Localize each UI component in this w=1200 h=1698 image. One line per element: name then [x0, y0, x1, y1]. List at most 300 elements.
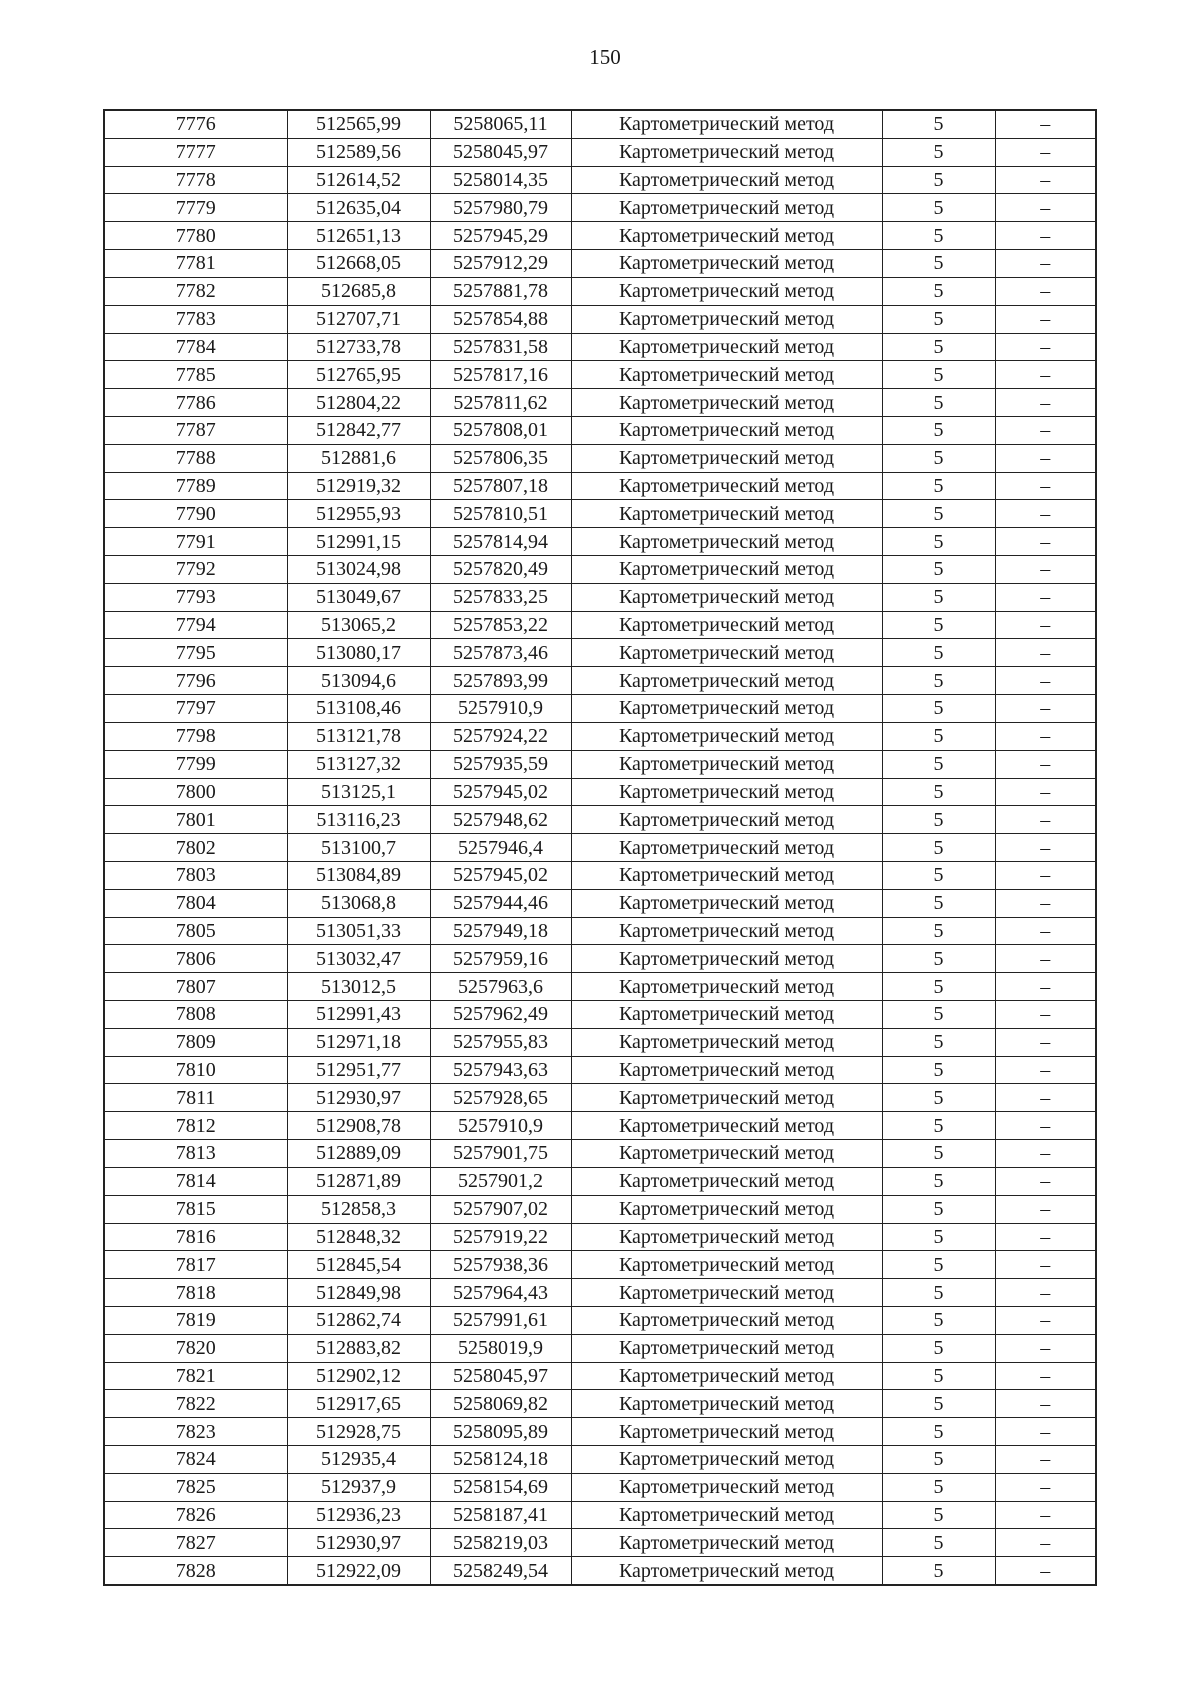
- table-row: [104, 416, 1096, 444]
- method-cell: Картометрический метод: [571, 250, 882, 278]
- method-cell: Картометрический метод: [571, 1001, 882, 1029]
- y-coordinate-cell: 5257944,46: [430, 889, 571, 917]
- description-cell: –: [995, 917, 1096, 945]
- table-row: [104, 250, 1096, 278]
- accuracy-cell: 5: [882, 389, 995, 417]
- method-cell: Картометрический метод: [571, 1557, 882, 1585]
- method-cell: Картометрический метод: [571, 973, 882, 1001]
- y-coordinate-cell: 5257901,75: [430, 1140, 571, 1168]
- point-number-cell: 7816: [104, 1223, 287, 1251]
- accuracy-cell: 5: [882, 250, 995, 278]
- table-row: [104, 583, 1096, 611]
- method-cell: Картометрический метод: [571, 528, 882, 556]
- x-coordinate-cell: 512707,71: [287, 305, 430, 333]
- point-number-cell: 7810: [104, 1056, 287, 1084]
- description-cell: –: [995, 305, 1096, 333]
- x-coordinate-cell: 512765,95: [287, 361, 430, 389]
- y-coordinate-cell: 5257808,01: [430, 416, 571, 444]
- y-coordinate-cell: 5257854,88: [430, 305, 571, 333]
- y-coordinate-cell: 5257928,65: [430, 1084, 571, 1112]
- description-cell: –: [995, 1279, 1096, 1307]
- x-coordinate-cell: 512651,13: [287, 222, 430, 250]
- y-coordinate-cell: 5257991,61: [430, 1306, 571, 1334]
- point-number-cell: 7828: [104, 1557, 287, 1585]
- table-row: [104, 889, 1096, 917]
- accuracy-cell: 5: [882, 361, 995, 389]
- point-number-cell: 7804: [104, 889, 287, 917]
- x-coordinate-cell: 512922,09: [287, 1557, 430, 1585]
- method-cell: Картометрический метод: [571, 945, 882, 973]
- description-cell: –: [995, 722, 1096, 750]
- x-coordinate-cell: 512930,97: [287, 1529, 430, 1557]
- x-coordinate-cell: 512919,32: [287, 472, 430, 500]
- method-cell: Картометрический метод: [571, 1056, 882, 1084]
- description-cell: –: [995, 1251, 1096, 1279]
- method-cell: Картометрический метод: [571, 1390, 882, 1418]
- table-row: [104, 1473, 1096, 1501]
- method-cell: Картометрический метод: [571, 1251, 882, 1279]
- method-cell: Картометрический метод: [571, 333, 882, 361]
- description-cell: –: [995, 500, 1096, 528]
- description-cell: –: [995, 222, 1096, 250]
- method-cell: Картометрический метод: [571, 1279, 882, 1307]
- description-cell: –: [995, 778, 1096, 806]
- table-row: [104, 639, 1096, 667]
- x-coordinate-cell: 513125,1: [287, 778, 430, 806]
- point-number-cell: 7791: [104, 528, 287, 556]
- method-cell: Картометрический метод: [571, 1529, 882, 1557]
- accuracy-cell: 5: [882, 166, 995, 194]
- table-row: [104, 861, 1096, 889]
- description-cell: –: [995, 277, 1096, 305]
- description-cell: –: [995, 1112, 1096, 1140]
- table-row: [104, 1084, 1096, 1112]
- x-coordinate-cell: 512902,12: [287, 1362, 430, 1390]
- point-number-cell: 7781: [104, 250, 287, 278]
- accuracy-cell: 5: [882, 695, 995, 723]
- point-number-cell: 7815: [104, 1195, 287, 1223]
- table-row: [104, 1446, 1096, 1474]
- x-coordinate-cell: 513068,8: [287, 889, 430, 917]
- table-row: [104, 778, 1096, 806]
- accuracy-cell: 5: [882, 778, 995, 806]
- accuracy-cell: 5: [882, 333, 995, 361]
- y-coordinate-cell: 5257919,22: [430, 1223, 571, 1251]
- x-coordinate-cell: 512871,89: [287, 1167, 430, 1195]
- point-number-cell: 7819: [104, 1306, 287, 1334]
- y-coordinate-cell: 5257881,78: [430, 277, 571, 305]
- description-cell: –: [995, 556, 1096, 584]
- table-row: [104, 1112, 1096, 1140]
- description-cell: –: [995, 945, 1096, 973]
- y-coordinate-cell: 5258219,03: [430, 1529, 571, 1557]
- method-cell: Картометрический метод: [571, 722, 882, 750]
- accuracy-cell: 5: [882, 1334, 995, 1362]
- y-coordinate-cell: 5258249,54: [430, 1557, 571, 1585]
- accuracy-cell: 5: [882, 110, 995, 138]
- y-coordinate-cell: 5257964,43: [430, 1279, 571, 1307]
- x-coordinate-cell: 512991,43: [287, 1001, 430, 1029]
- description-cell: –: [995, 806, 1096, 834]
- accuracy-cell: 5: [882, 1140, 995, 1168]
- description-cell: –: [995, 1306, 1096, 1334]
- point-number-cell: 7826: [104, 1501, 287, 1529]
- table-row: [104, 1140, 1096, 1168]
- description-cell: –: [995, 1167, 1096, 1195]
- description-cell: –: [995, 1056, 1096, 1084]
- y-coordinate-cell: 5257962,49: [430, 1001, 571, 1029]
- table-row: [104, 444, 1096, 472]
- method-cell: Картометрический метод: [571, 194, 882, 222]
- y-coordinate-cell: 5257831,58: [430, 333, 571, 361]
- table-row: [104, 528, 1096, 556]
- table-row: [104, 1390, 1096, 1418]
- table-row: [104, 1056, 1096, 1084]
- point-number-cell: 7787: [104, 416, 287, 444]
- x-coordinate-cell: 513100,7: [287, 834, 430, 862]
- accuracy-cell: 5: [882, 1195, 995, 1223]
- method-cell: Картометрический метод: [571, 1362, 882, 1390]
- y-coordinate-cell: 5257912,29: [430, 250, 571, 278]
- method-cell: Картометрический метод: [571, 222, 882, 250]
- table-row: [104, 806, 1096, 834]
- x-coordinate-cell: 512883,82: [287, 1334, 430, 1362]
- accuracy-cell: 5: [882, 1418, 995, 1446]
- point-number-cell: 7784: [104, 333, 287, 361]
- description-cell: –: [995, 1028, 1096, 1056]
- point-number-cell: 7789: [104, 472, 287, 500]
- x-coordinate-cell: 512889,09: [287, 1140, 430, 1168]
- point-number-cell: 7820: [104, 1334, 287, 1362]
- x-coordinate-cell: 513116,23: [287, 806, 430, 834]
- method-cell: Картометрический метод: [571, 472, 882, 500]
- x-coordinate-cell: 512614,52: [287, 166, 430, 194]
- point-number-cell: 7803: [104, 861, 287, 889]
- description-cell: –: [995, 639, 1096, 667]
- accuracy-cell: 5: [882, 1473, 995, 1501]
- accuracy-cell: 5: [882, 750, 995, 778]
- x-coordinate-cell: 512862,74: [287, 1306, 430, 1334]
- table-row: [104, 138, 1096, 166]
- description-cell: –: [995, 1418, 1096, 1446]
- description-cell: –: [995, 583, 1096, 611]
- y-coordinate-cell: 5257806,35: [430, 444, 571, 472]
- y-coordinate-cell: 5257938,36: [430, 1251, 571, 1279]
- description-cell: –: [995, 973, 1096, 1001]
- y-coordinate-cell: 5257910,9: [430, 1112, 571, 1140]
- description-cell: –: [995, 361, 1096, 389]
- point-number-cell: 7792: [104, 556, 287, 584]
- accuracy-cell: 5: [882, 1279, 995, 1307]
- description-cell: –: [995, 750, 1096, 778]
- description-cell: –: [995, 1557, 1096, 1585]
- accuracy-cell: 5: [882, 1084, 995, 1112]
- table-row: [104, 945, 1096, 973]
- point-number-cell: 7796: [104, 667, 287, 695]
- accuracy-cell: 5: [882, 1167, 995, 1195]
- x-coordinate-cell: 512804,22: [287, 389, 430, 417]
- method-cell: Картометрический метод: [571, 750, 882, 778]
- point-number-cell: 7779: [104, 194, 287, 222]
- x-coordinate-cell: 513049,67: [287, 583, 430, 611]
- y-coordinate-cell: 5257963,6: [430, 973, 571, 1001]
- description-cell: –: [995, 472, 1096, 500]
- point-number-cell: 7802: [104, 834, 287, 862]
- table-row: [104, 166, 1096, 194]
- x-coordinate-cell: 512842,77: [287, 416, 430, 444]
- x-coordinate-cell: 512971,18: [287, 1028, 430, 1056]
- method-cell: Картометрический метод: [571, 639, 882, 667]
- y-coordinate-cell: 5257873,46: [430, 639, 571, 667]
- y-coordinate-cell: 5257949,18: [430, 917, 571, 945]
- point-number-cell: 7824: [104, 1446, 287, 1474]
- y-coordinate-cell: 5258019,9: [430, 1334, 571, 1362]
- method-cell: Картометрический метод: [571, 861, 882, 889]
- method-cell: Картометрический метод: [571, 389, 882, 417]
- point-number-cell: 7790: [104, 500, 287, 528]
- y-coordinate-cell: 5257817,16: [430, 361, 571, 389]
- point-number-cell: 7827: [104, 1529, 287, 1557]
- description-cell: –: [995, 333, 1096, 361]
- description-cell: –: [995, 1084, 1096, 1112]
- accuracy-cell: 5: [882, 416, 995, 444]
- accuracy-cell: 5: [882, 917, 995, 945]
- y-coordinate-cell: 5257810,51: [430, 500, 571, 528]
- method-cell: Картометрический метод: [571, 806, 882, 834]
- point-number-cell: 7821: [104, 1362, 287, 1390]
- method-cell: Картометрический метод: [571, 1306, 882, 1334]
- point-number-cell: 7785: [104, 361, 287, 389]
- x-coordinate-cell: 512848,32: [287, 1223, 430, 1251]
- y-coordinate-cell: 5257943,63: [430, 1056, 571, 1084]
- y-coordinate-cell: 5257980,79: [430, 194, 571, 222]
- point-number-cell: 7809: [104, 1028, 287, 1056]
- table-row: [104, 500, 1096, 528]
- accuracy-cell: 5: [882, 945, 995, 973]
- x-coordinate-cell: 513084,89: [287, 861, 430, 889]
- y-coordinate-cell: 5257955,83: [430, 1028, 571, 1056]
- accuracy-cell: 5: [882, 222, 995, 250]
- method-cell: Картометрический метод: [571, 110, 882, 138]
- table-row: [104, 750, 1096, 778]
- x-coordinate-cell: 512991,15: [287, 528, 430, 556]
- y-coordinate-cell: 5257853,22: [430, 611, 571, 639]
- accuracy-cell: 5: [882, 806, 995, 834]
- x-coordinate-cell: 512955,93: [287, 500, 430, 528]
- y-coordinate-cell: 5257924,22: [430, 722, 571, 750]
- accuracy-cell: 5: [882, 1557, 995, 1585]
- table-row: [104, 1557, 1096, 1585]
- x-coordinate-cell: 513065,2: [287, 611, 430, 639]
- accuracy-cell: 5: [882, 1001, 995, 1029]
- table-row: [104, 611, 1096, 639]
- y-coordinate-cell: 5258045,97: [430, 1362, 571, 1390]
- accuracy-cell: 5: [882, 1306, 995, 1334]
- accuracy-cell: 5: [882, 1529, 995, 1557]
- description-cell: –: [995, 1140, 1096, 1168]
- table-row: [104, 917, 1096, 945]
- method-cell: Картометрический метод: [571, 444, 882, 472]
- table-row: [104, 1223, 1096, 1251]
- method-cell: Картометрический метод: [571, 1112, 882, 1140]
- accuracy-cell: 5: [882, 1028, 995, 1056]
- point-number-cell: 7780: [104, 222, 287, 250]
- point-number-cell: 7813: [104, 1140, 287, 1168]
- x-coordinate-cell: 512935,4: [287, 1446, 430, 1474]
- method-cell: Картометрический метод: [571, 917, 882, 945]
- table-row: [104, 834, 1096, 862]
- y-coordinate-cell: 5257907,02: [430, 1195, 571, 1223]
- description-cell: –: [995, 667, 1096, 695]
- accuracy-cell: 5: [882, 583, 995, 611]
- table-row: [104, 277, 1096, 305]
- description-cell: –: [995, 389, 1096, 417]
- description-cell: –: [995, 416, 1096, 444]
- point-number-cell: 7818: [104, 1279, 287, 1307]
- y-coordinate-cell: 5257811,62: [430, 389, 571, 417]
- y-coordinate-cell: 5258014,35: [430, 166, 571, 194]
- accuracy-cell: 5: [882, 1056, 995, 1084]
- description-cell: –: [995, 1195, 1096, 1223]
- y-coordinate-cell: 5258124,18: [430, 1446, 571, 1474]
- point-number-cell: 7776: [104, 110, 287, 138]
- x-coordinate-cell: 512951,77: [287, 1056, 430, 1084]
- y-coordinate-cell: 5258065,11: [430, 110, 571, 138]
- table-row: [104, 1195, 1096, 1223]
- point-number-cell: 7783: [104, 305, 287, 333]
- method-cell: Картометрический метод: [571, 305, 882, 333]
- x-coordinate-cell: 512565,99: [287, 110, 430, 138]
- table-row: [104, 1306, 1096, 1334]
- point-number-cell: 7795: [104, 639, 287, 667]
- coordinates-table-body: [104, 110, 1096, 1585]
- description-cell: –: [995, 194, 1096, 222]
- point-number-cell: 7801: [104, 806, 287, 834]
- method-cell: Картометрический метод: [571, 695, 882, 723]
- y-coordinate-cell: 5257833,25: [430, 583, 571, 611]
- description-cell: –: [995, 166, 1096, 194]
- accuracy-cell: 5: [882, 834, 995, 862]
- y-coordinate-cell: 5258154,69: [430, 1473, 571, 1501]
- table-row: [104, 1028, 1096, 1056]
- x-coordinate-cell: 513094,6: [287, 667, 430, 695]
- table-row: [104, 1529, 1096, 1557]
- description-cell: –: [995, 1334, 1096, 1362]
- point-number-cell: 7797: [104, 695, 287, 723]
- point-number-cell: 7808: [104, 1001, 287, 1029]
- method-cell: Картометрический метод: [571, 1167, 882, 1195]
- y-coordinate-cell: 5257893,99: [430, 667, 571, 695]
- table-row: [104, 110, 1096, 138]
- accuracy-cell: 5: [882, 611, 995, 639]
- x-coordinate-cell: 512928,75: [287, 1418, 430, 1446]
- method-cell: Картометрический метод: [571, 361, 882, 389]
- point-number-cell: 7782: [104, 277, 287, 305]
- table-row: [104, 1334, 1096, 1362]
- accuracy-cell: 5: [882, 1446, 995, 1474]
- table-row: [104, 389, 1096, 417]
- method-cell: Картометрический метод: [571, 138, 882, 166]
- accuracy-cell: 5: [882, 500, 995, 528]
- description-cell: –: [995, 250, 1096, 278]
- point-number-cell: 7814: [104, 1167, 287, 1195]
- x-coordinate-cell: 513121,78: [287, 722, 430, 750]
- x-coordinate-cell: 512849,98: [287, 1279, 430, 1307]
- accuracy-cell: 5: [882, 1112, 995, 1140]
- point-number-cell: 7777: [104, 138, 287, 166]
- point-number-cell: 7788: [104, 444, 287, 472]
- accuracy-cell: 5: [882, 1223, 995, 1251]
- method-cell: Картометрический метод: [571, 556, 882, 584]
- description-cell: –: [995, 1390, 1096, 1418]
- table-row: [104, 1001, 1096, 1029]
- point-number-cell: 7807: [104, 973, 287, 1001]
- description-cell: –: [995, 1501, 1096, 1529]
- point-number-cell: 7793: [104, 583, 287, 611]
- table-row: [104, 695, 1096, 723]
- table-row: [104, 305, 1096, 333]
- method-cell: Картометрический метод: [571, 1334, 882, 1362]
- description-cell: –: [995, 834, 1096, 862]
- point-number-cell: 7805: [104, 917, 287, 945]
- coordinates-table: [103, 109, 1097, 1586]
- method-cell: Картометрический метод: [571, 277, 882, 305]
- point-number-cell: 7799: [104, 750, 287, 778]
- method-cell: Картометрический метод: [571, 1028, 882, 1056]
- y-coordinate-cell: 5258095,89: [430, 1418, 571, 1446]
- y-coordinate-cell: 5258187,41: [430, 1501, 571, 1529]
- x-coordinate-cell: 512733,78: [287, 333, 430, 361]
- method-cell: Картометрический метод: [571, 1223, 882, 1251]
- table-row: [104, 973, 1096, 1001]
- table-row: [104, 667, 1096, 695]
- accuracy-cell: 5: [882, 444, 995, 472]
- y-coordinate-cell: 5257820,49: [430, 556, 571, 584]
- accuracy-cell: 5: [882, 528, 995, 556]
- y-coordinate-cell: 5257910,9: [430, 695, 571, 723]
- point-number-cell: 7812: [104, 1112, 287, 1140]
- x-coordinate-cell: 512881,6: [287, 444, 430, 472]
- y-coordinate-cell: 5257807,18: [430, 472, 571, 500]
- method-cell: Картометрический метод: [571, 416, 882, 444]
- point-number-cell: 7806: [104, 945, 287, 973]
- description-cell: –: [995, 444, 1096, 472]
- y-coordinate-cell: 5257945,02: [430, 861, 571, 889]
- accuracy-cell: 5: [882, 305, 995, 333]
- table-row: [104, 333, 1096, 361]
- x-coordinate-cell: 513051,33: [287, 917, 430, 945]
- y-coordinate-cell: 5258069,82: [430, 1390, 571, 1418]
- table-row: [104, 1362, 1096, 1390]
- point-number-cell: 7811: [104, 1084, 287, 1112]
- method-cell: Картометрический метод: [571, 166, 882, 194]
- point-number-cell: 7817: [104, 1251, 287, 1279]
- description-cell: –: [995, 1446, 1096, 1474]
- accuracy-cell: 5: [882, 138, 995, 166]
- method-cell: Картометрический метод: [571, 834, 882, 862]
- table-row: [104, 361, 1096, 389]
- description-cell: –: [995, 110, 1096, 138]
- x-coordinate-cell: 513032,47: [287, 945, 430, 973]
- table-row: [104, 222, 1096, 250]
- point-number-cell: 7825: [104, 1473, 287, 1501]
- accuracy-cell: 5: [882, 861, 995, 889]
- x-coordinate-cell: 513127,32: [287, 750, 430, 778]
- description-cell: –: [995, 1529, 1096, 1557]
- accuracy-cell: 5: [882, 1390, 995, 1418]
- x-coordinate-cell: 513024,98: [287, 556, 430, 584]
- y-coordinate-cell: 5257948,62: [430, 806, 571, 834]
